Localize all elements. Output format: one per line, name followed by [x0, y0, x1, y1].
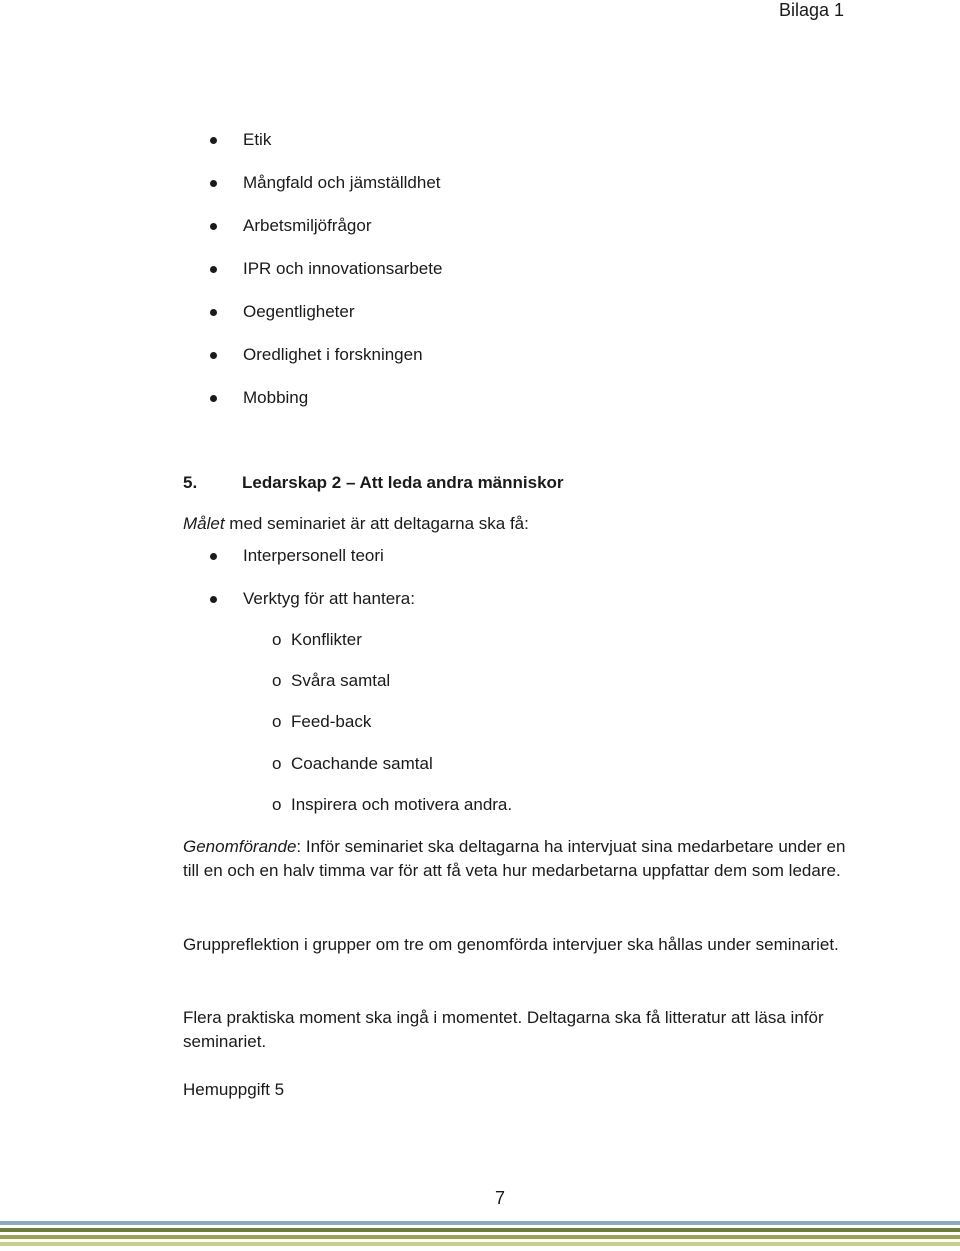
footer-stripe	[0, 1242, 960, 1246]
implementation-text: : Inför seminariet ska deltagarna ha intervjuat sina medarbetare under en till en och en halv timma var för att få veta hur medarbetarna uppfattar dem som ledare.	[183, 837, 846, 880]
bullet-dot	[210, 137, 217, 144]
section-number: 5.	[183, 473, 198, 492]
list-item: IPR och innovationsarbete	[243, 259, 443, 278]
sub-list-item: Konflikter	[291, 630, 362, 649]
goal-label: Målet	[183, 514, 225, 533]
list-item: Arbetsmiljöfrågor	[243, 216, 372, 235]
sub-list-item: Svåra samtal	[291, 671, 391, 690]
implementation-label: Genomförande	[183, 837, 297, 856]
bullet-dot	[210, 266, 217, 273]
list-item: Oegentligheter	[243, 302, 355, 321]
footer-stripe	[0, 1221, 960, 1225]
implementation-paragraph	[183, 835, 863, 883]
homework-label: Hemuppgift 5	[183, 1080, 285, 1099]
list-item: Oredlighet i forskningen	[243, 345, 423, 364]
sub-list-item: Coachande samtal	[291, 754, 433, 773]
sub-list-item: Feed-back	[291, 712, 372, 731]
sub-bullet-marker: o	[272, 712, 282, 731]
list-item: Mobbing	[243, 388, 309, 407]
bullet-dot	[210, 309, 217, 316]
page-number: 7	[494, 1188, 505, 1208]
bullet-dot	[210, 553, 217, 560]
bullet-dot	[210, 223, 217, 230]
list-item: Etik	[243, 130, 272, 149]
sub-bullet-marker: o	[272, 795, 282, 814]
list-item: Interpersonell teori	[243, 546, 384, 565]
section-title: Ledarskap 2 – Att leda andra människor	[242, 473, 564, 492]
bullet-dot	[210, 395, 217, 402]
sub-list-item: Inspirera och motivera andra.	[291, 795, 513, 814]
practical-paragraph: Flera praktiska moment ska ingå i momentet. Deltagarna ska få litteratur att läsa inför seminariet.	[183, 1008, 824, 1051]
list-item: Mångfald och jämställdhet	[243, 173, 441, 192]
goal-line	[183, 514, 529, 534]
bullet-dot	[210, 180, 217, 187]
bullet-dot	[210, 352, 217, 359]
footer-stripe	[0, 1235, 960, 1239]
bullet-dot	[210, 596, 217, 603]
sub-bullet-marker: o	[272, 630, 282, 649]
sub-bullet-marker: o	[272, 754, 282, 773]
page-header-label: Bilaga 1	[778, 0, 844, 20]
footer-stripe	[0, 1228, 960, 1232]
goal-text: med seminariet är att deltagarna ska få:	[224, 514, 529, 533]
sub-bullet-marker: o	[272, 671, 282, 690]
list-item: Verktyg för att hantera:	[243, 589, 415, 608]
group-reflection-paragraph: Gruppreflektion i grupper om tre om genomförda intervjuer ska hållas under seminariet.	[183, 935, 839, 954]
